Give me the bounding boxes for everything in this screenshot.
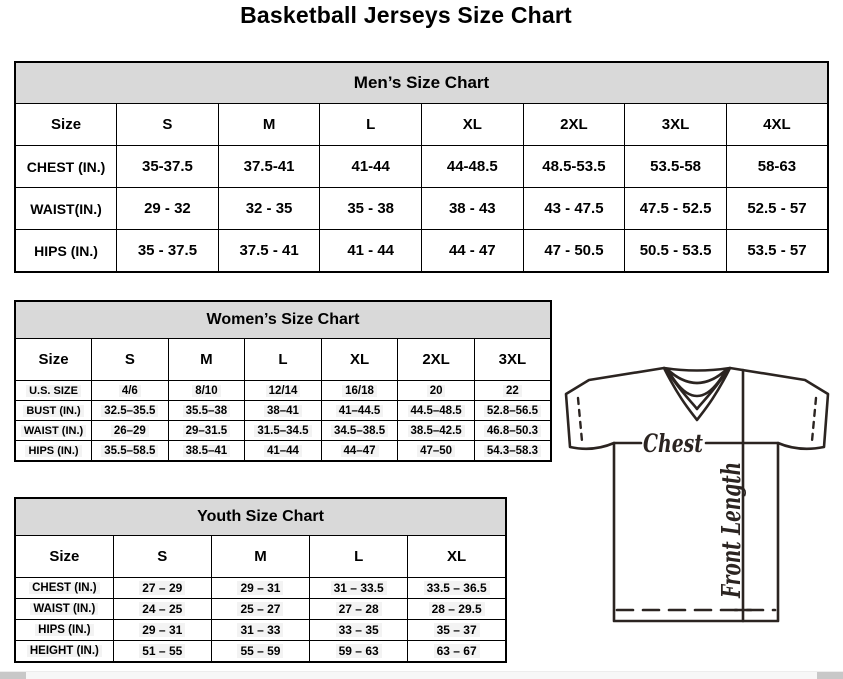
table-cell xyxy=(408,599,506,620)
table-cell-text: 34.5–38.5 xyxy=(331,425,388,437)
table-cell xyxy=(211,578,309,599)
column-header: L xyxy=(245,339,322,381)
table-cell xyxy=(408,578,506,599)
table-cell-text: 31.5–34.5 xyxy=(254,425,311,437)
table-cell xyxy=(211,599,309,620)
column-header: XL xyxy=(321,339,398,381)
table-cell xyxy=(321,401,398,421)
table-row xyxy=(15,421,551,441)
table-cell-text: 44 - 47 xyxy=(448,242,496,259)
table-cell-text: 33 – 35 xyxy=(336,623,382,637)
row-label xyxy=(15,441,92,462)
table-cell-text: 58-63 xyxy=(757,158,797,175)
mens-size-table xyxy=(14,61,829,273)
table-cell-text: 54.3–58.3 xyxy=(484,445,541,457)
table-row xyxy=(15,578,506,599)
table-cell xyxy=(218,146,320,188)
chest-label: Chest xyxy=(643,429,704,458)
row-label xyxy=(15,188,117,230)
row-label xyxy=(15,230,117,273)
table-cell-text: 35-37.5 xyxy=(142,158,193,175)
table-cell xyxy=(168,441,245,462)
row-label-text: HEIGHT (IN.) xyxy=(27,645,102,657)
table-cell-text: 37.5-41 xyxy=(243,158,295,175)
column-header: 3XL xyxy=(625,104,727,146)
table-cell-text: 35 - 38 xyxy=(347,200,395,217)
jersey-outline xyxy=(566,368,828,621)
table-cell-text: 29 – 31 xyxy=(139,623,185,637)
table-cell xyxy=(625,230,727,273)
table-cell xyxy=(398,381,475,401)
table-cell-text: 24 – 25 xyxy=(139,602,185,616)
table-cell-text: 35 – 37 xyxy=(434,623,480,637)
table-cell xyxy=(408,641,506,663)
table-row xyxy=(15,188,828,230)
table-cell xyxy=(245,441,322,462)
table-cell-text: 29–31.5 xyxy=(183,425,231,437)
column-header: S xyxy=(117,104,219,146)
column-header: S xyxy=(113,536,211,578)
table-cell-text: 52.8–56.5 xyxy=(484,405,541,417)
table-cell-text: 51 – 55 xyxy=(139,644,185,658)
table-row xyxy=(15,381,551,401)
table-cell-text: 25 – 27 xyxy=(237,602,283,616)
column-header: 4XL xyxy=(726,104,828,146)
row-label-text: HIPS (IN.) xyxy=(34,242,98,259)
table-cell xyxy=(523,230,625,273)
table-row xyxy=(15,146,828,188)
row-label xyxy=(15,620,113,641)
row-label-text: HIPS (IN.) xyxy=(25,445,81,457)
table-cell xyxy=(398,421,475,441)
table-cell-text: 41–44.5 xyxy=(336,405,384,417)
table-cell xyxy=(474,421,551,441)
table-row xyxy=(15,620,506,641)
table-cell xyxy=(245,421,322,441)
table-cell xyxy=(117,188,219,230)
table-title: Women’s Size Chart xyxy=(15,301,551,339)
table-row xyxy=(15,230,828,273)
table-cell-text: 29 - 32 xyxy=(144,200,191,217)
table-cell-text: 35.5–38 xyxy=(183,405,231,417)
womens-size-table xyxy=(14,300,552,462)
table-cell-text: 63 – 67 xyxy=(434,644,480,658)
table-cell xyxy=(625,146,727,188)
table-cell-text: 12/14 xyxy=(266,385,301,397)
front-length-label: Front Length xyxy=(717,406,747,598)
row-label xyxy=(15,641,113,663)
row-label xyxy=(15,421,92,441)
table-cell-text: 32 - 35 xyxy=(245,200,293,217)
table-cell-text: 27 – 28 xyxy=(336,602,382,616)
row-label xyxy=(15,381,92,401)
table-cell xyxy=(168,401,245,421)
table-cell-text: 46.8–50.3 xyxy=(484,425,541,437)
column-header: M xyxy=(218,104,320,146)
table-cell xyxy=(310,641,408,663)
table-cell xyxy=(218,230,320,273)
table-row xyxy=(15,641,506,663)
row-label xyxy=(15,578,113,599)
row-label-text: WAIST (IN.) xyxy=(30,603,98,615)
table-row xyxy=(15,441,551,462)
table-cell xyxy=(310,578,408,599)
table-cell-text: 41–44 xyxy=(264,445,302,457)
table-cell-text: 43 - 47.5 xyxy=(544,200,604,217)
table-cell xyxy=(398,401,475,421)
table-cell xyxy=(113,641,211,663)
table-cell xyxy=(320,188,422,230)
header-row xyxy=(15,536,506,578)
row-label-text: HIPS (IN.) xyxy=(35,624,93,636)
table-cell-text: 47 - 50.5 xyxy=(544,242,604,259)
table-cell-text: 37.5 - 41 xyxy=(239,242,299,259)
header-row xyxy=(15,104,828,146)
table-cell-text: 22 xyxy=(503,385,522,397)
table-cell xyxy=(211,620,309,641)
table-cell xyxy=(310,599,408,620)
table-row xyxy=(15,599,506,620)
page-title: Basketball Jerseys Size Chart xyxy=(240,2,572,28)
table-cell-text: 59 – 63 xyxy=(336,644,382,658)
jersey-measurement-diagram xyxy=(553,353,841,643)
table-cell-text: 4/6 xyxy=(119,385,141,397)
row-label xyxy=(15,401,92,421)
table-cell xyxy=(218,188,320,230)
table-cell xyxy=(321,381,398,401)
youth-size-table xyxy=(14,497,507,663)
table-cell-text: 52.5 - 57 xyxy=(747,200,807,217)
table-cell xyxy=(320,230,422,273)
table-cell-text: 41-44 xyxy=(351,158,390,175)
table-cell-text: 31 – 33 xyxy=(237,623,283,637)
scroll-left-button[interactable] xyxy=(0,672,26,679)
table-cell xyxy=(422,230,524,273)
table-cell xyxy=(321,441,398,462)
table-title: Men’s Size Chart xyxy=(15,62,828,104)
table-cell-text: 47.5 - 52.5 xyxy=(639,200,712,217)
table-cell-text: 8/10 xyxy=(192,385,220,397)
table-cell xyxy=(92,401,169,421)
table-cell xyxy=(726,146,828,188)
column-header: 2XL xyxy=(398,339,475,381)
table-cell xyxy=(726,188,828,230)
table-cell xyxy=(117,230,219,273)
table-cell xyxy=(117,146,219,188)
table-cell xyxy=(113,620,211,641)
table-cell xyxy=(245,401,322,421)
column-header: 2XL xyxy=(523,104,625,146)
table-cell-text: 50.5 - 53.5 xyxy=(639,242,712,259)
table-cell xyxy=(320,146,422,188)
table-cell xyxy=(211,641,309,663)
column-header: 3XL xyxy=(474,339,551,381)
column-header: M xyxy=(211,536,309,578)
left-cuff-dashed-line xyxy=(578,398,582,441)
table-cell-text: 44.5–48.5 xyxy=(408,405,465,417)
table-cell xyxy=(408,620,506,641)
table-cell xyxy=(113,578,211,599)
column-header: Size xyxy=(15,536,113,578)
table-cell-text: 44–47 xyxy=(341,445,379,457)
table-cell-text: 16/18 xyxy=(342,385,377,397)
table-cell-text: 28 – 29.5 xyxy=(429,602,485,616)
table-cell-text: 33.5 – 36.5 xyxy=(424,581,490,595)
table-title: Youth Size Chart xyxy=(15,498,506,536)
table-cell-text: 38.5–41 xyxy=(183,445,231,457)
row-label-text: CHEST (IN.) xyxy=(26,158,106,175)
table-cell-text: 53.5 - 57 xyxy=(747,242,807,259)
table-cell xyxy=(92,441,169,462)
table-cell-text: 26–29 xyxy=(111,425,149,437)
row-label-text: CHEST (IN.) xyxy=(29,582,100,594)
header-row xyxy=(15,339,551,381)
column-header: XL xyxy=(422,104,524,146)
row-label-text: WAIST (IN.) xyxy=(21,425,86,437)
row-label-text: WAIST(IN.) xyxy=(30,200,102,217)
table-cell-text: 31 – 33.5 xyxy=(331,581,387,595)
table-cell-text: 29 – 31 xyxy=(237,581,283,595)
table-cell-text: 27 – 29 xyxy=(139,581,185,595)
table-cell xyxy=(168,381,245,401)
scroll-right-button[interactable] xyxy=(817,672,843,679)
right-cuff-dashed-line xyxy=(812,398,816,441)
table-cell-text: 38–41 xyxy=(264,405,302,417)
table-cell xyxy=(321,421,398,441)
table-cell-text: 32.5–35.5 xyxy=(101,405,158,417)
column-header: L xyxy=(310,536,408,578)
column-header: Size xyxy=(15,104,117,146)
table-cell xyxy=(474,441,551,462)
table-cell xyxy=(474,381,551,401)
table-cell-text: 47–50 xyxy=(417,445,455,457)
column-header: L xyxy=(320,104,422,146)
table-cell xyxy=(422,188,524,230)
table-cell xyxy=(625,188,727,230)
table-cell-text: 35.5–58.5 xyxy=(101,445,158,457)
table-cell-text: 38 - 43 xyxy=(448,200,496,217)
column-header: S xyxy=(92,339,169,381)
row-label-text: BUST (IN.) xyxy=(23,405,83,417)
table-cell xyxy=(92,381,169,401)
row-label xyxy=(15,599,113,620)
table-cell xyxy=(398,441,475,462)
table-cell xyxy=(310,620,408,641)
table-cell-text: 48.5-53.5 xyxy=(542,158,606,175)
table-cell xyxy=(726,230,828,273)
table-cell-text: 35 - 37.5 xyxy=(137,242,198,259)
horizontal-scrollbar[interactable] xyxy=(0,671,843,679)
column-header: Size xyxy=(15,339,92,381)
table-cell-text: 38.5–42.5 xyxy=(408,425,465,437)
table-cell-text: 44-48.5 xyxy=(446,158,498,175)
table-cell xyxy=(523,146,625,188)
column-header: M xyxy=(168,339,245,381)
table-cell-text: 55 – 59 xyxy=(237,644,283,658)
table-cell xyxy=(168,421,245,441)
table-row xyxy=(15,401,551,421)
table-cell xyxy=(422,146,524,188)
table-cell xyxy=(523,188,625,230)
table-cell xyxy=(245,381,322,401)
table-cell-text: 20 xyxy=(427,385,446,397)
row-label-text: U.S. SIZE xyxy=(26,385,81,397)
table-cell xyxy=(474,401,551,421)
table-cell xyxy=(113,599,211,620)
table-cell-text: 41 - 44 xyxy=(347,242,395,259)
row-label xyxy=(15,146,117,188)
table-cell-text: 53.5-58 xyxy=(650,158,701,175)
column-header: XL xyxy=(408,536,506,578)
table-cell xyxy=(92,421,169,441)
